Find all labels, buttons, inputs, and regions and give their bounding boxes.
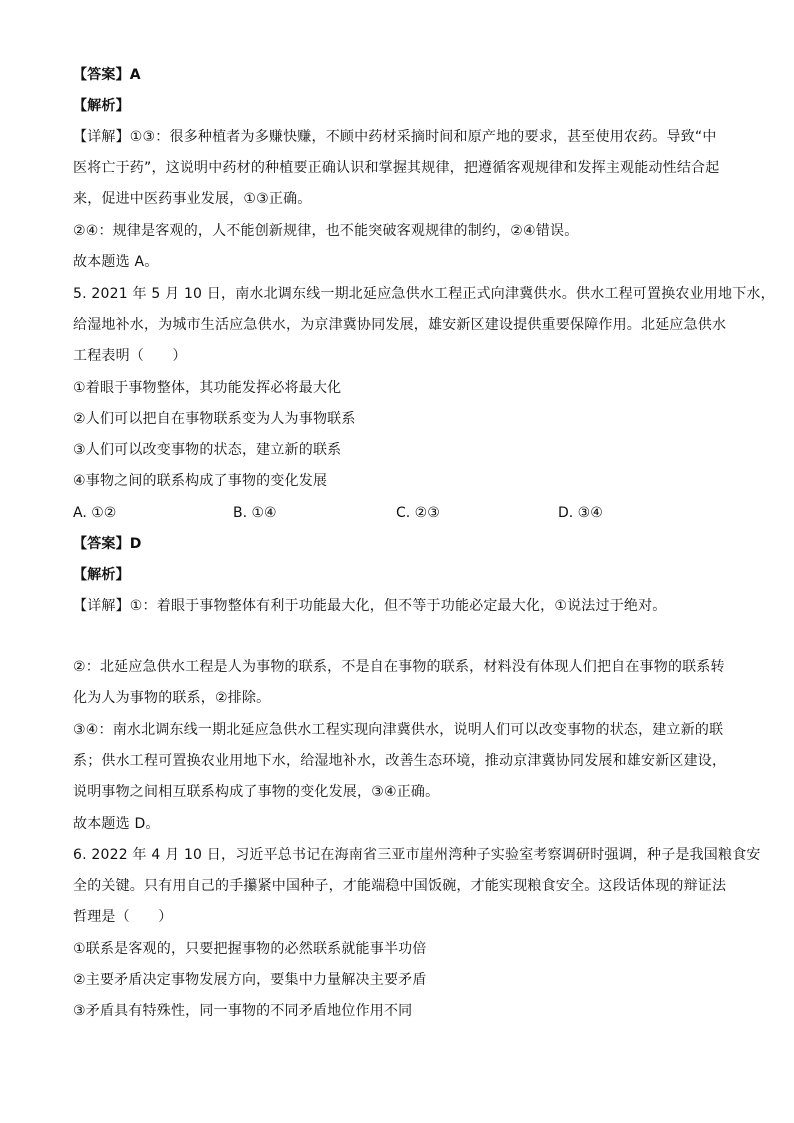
q5-stem-line-3: 工程表明（ ） xyxy=(73,348,187,364)
q6-stem-line-3: 哲理是（ ） xyxy=(73,909,173,925)
q5-stem-line-1: 5. 2021 年 5 月 10 日，南水北调东线一期北延应急供水工程正式向津冀供水。供水工程可置换农业用地下水， xyxy=(73,286,775,302)
q5-item-1: ①着眼于事物整体，其功能发挥必将最大化 xyxy=(73,380,342,396)
q5-detail-line-6: 说明事物之间相互联系构成了事物的变化发展，③④正确。 xyxy=(73,784,440,800)
q5-option-b: B. ①④ xyxy=(233,505,277,521)
q6-item-2: ②主要矛盾决定事物发展方向，要集中力量解决主要矛盾 xyxy=(73,972,427,988)
q4-detail-line-1: 【详解】①③：很多种植者为多赚快赚，不顾中药材采摘时间和原产地的要求，甚至使用农药。导致“中 xyxy=(73,129,717,145)
q4-conclusion: 故本题选 A。 xyxy=(73,254,159,270)
q4-detail-line-4: ②④：规律是客观的，人不能创新规律，也不能突破客观规律的制约，②④错误。 xyxy=(73,223,579,239)
q5-option-c: C. ②③ xyxy=(396,505,440,521)
q6-item-3: ③矛盾具有特殊性，同一事物的不同矛盾地位作用不同 xyxy=(73,1003,413,1019)
q4-detail-line-3: 来，促进中医药事业发展，①③正确。 xyxy=(73,191,312,207)
q6-item-1: ①联系是客观的，只要把握事物的必然联系就能事半功倍 xyxy=(73,941,427,957)
q5-stem-line-2: 给湿地补水，为城市生活应急供水，为京津冀协同发展，雄安新区建设提供重要保障作用。北延应急供水 xyxy=(73,317,727,333)
q4-analysis-heading: 【解析】 xyxy=(73,98,130,114)
q6-stem-line-2: 全的关键。只有用自己的手攥紧中国种子，才能端稳中国饭碗，才能实现粮食安全。这段话体现的辩证法 xyxy=(73,878,727,894)
q5-detail-line-4: ③④：南水北调东线一期北延应急供水工程实现向津冀供水，说明人们可以改变事物的状态，建立新的联 xyxy=(73,722,724,738)
q5-option-d: D. ③④ xyxy=(558,505,603,521)
q6-stem-line-1: 6. 2022 年 4 月 10 日，习近平总书记在海南省三亚市崖州湾种子实验室考察调研时强调，种子是我国粮食安 xyxy=(73,847,761,863)
q5-option-a: A. ①② xyxy=(73,505,117,521)
q5-item-4: ④事物之间的联系构成了事物的变化发展 xyxy=(73,473,328,489)
q4-detail-line-2: 医将亡于药”，这说明中药材的种植要正确认识和掌握其规律，把遵循客观规律和发挥主观能动性结合起 xyxy=(73,160,720,176)
q5-item-2: ②人们可以把自在事物联系变为人为事物联系 xyxy=(73,411,356,427)
q4-answer: 【答案】A xyxy=(73,67,141,83)
q5-answer: 【答案】D xyxy=(73,536,142,552)
q5-conclusion: 故本题选 D。 xyxy=(73,816,160,832)
q5-analysis-heading: 【解析】 xyxy=(73,567,130,583)
q5-detail-line-1: 【详解】①：着眼于事物整体有利于功能最大化，但不等于功能必定最大化，①说法过于绝对。 xyxy=(73,598,667,614)
q5-detail-line-2: ②：北延应急供水工程是人为事物的联系，不是自在事物的联系，材料没有体现人们把自在事物的联系转 xyxy=(73,659,725,675)
q5-detail-line-3: 化为人为事物的联系，②排除。 xyxy=(73,690,271,706)
q5-item-3: ③人们可以改变事物的状态，建立新的联系 xyxy=(73,442,342,458)
q5-detail-line-5: 系；供水工程可置换农业用地下水，给湿地补水，改善生态环境，推动京津冀协同发展和雄安新区建设， xyxy=(73,753,727,769)
